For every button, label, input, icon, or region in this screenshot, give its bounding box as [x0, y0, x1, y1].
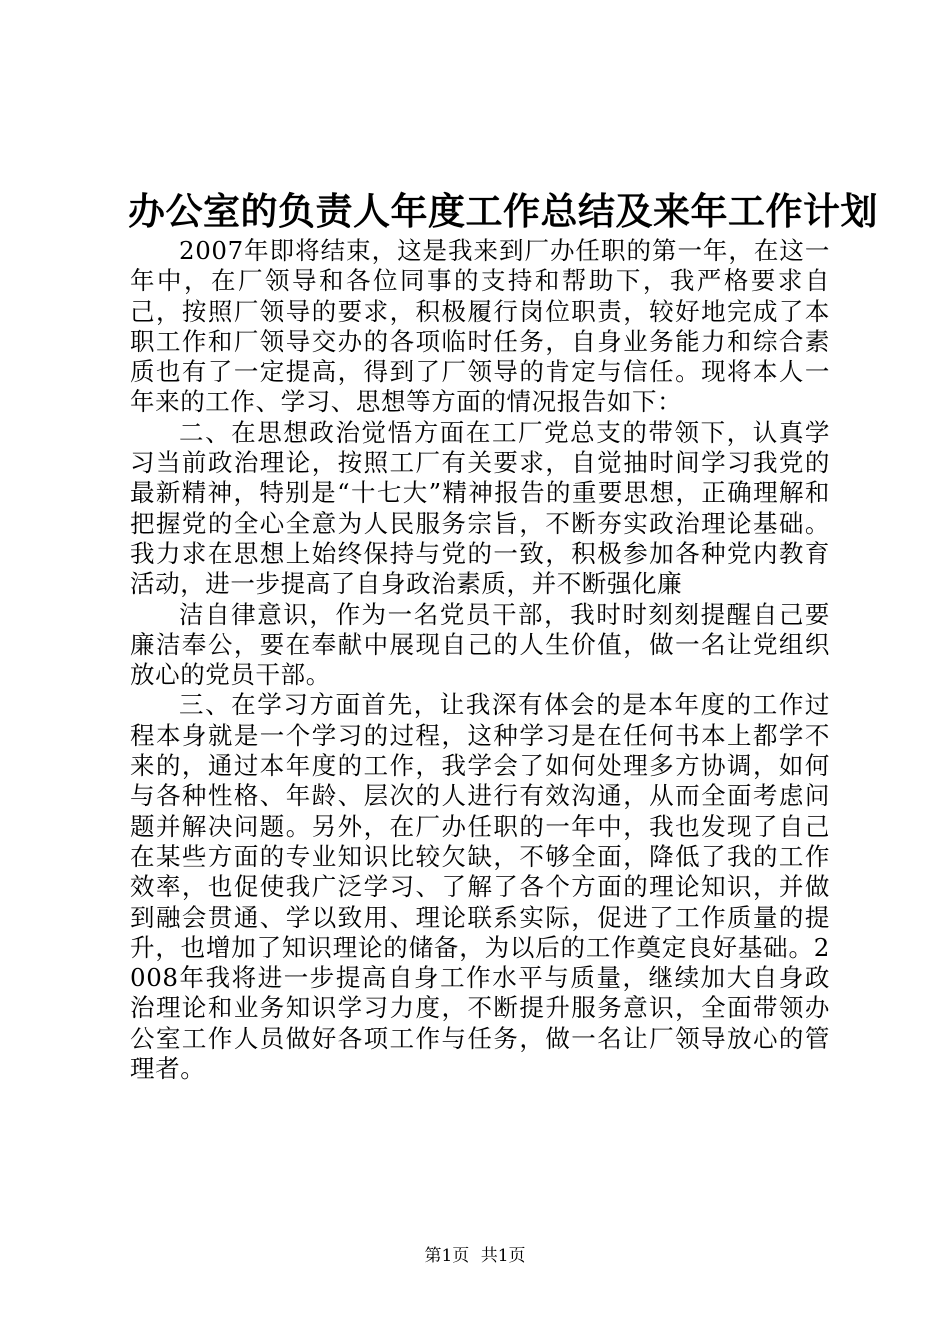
document-body [130, 236, 830, 1084]
paragraph-study: 三、在学习方面首先，让我深有体会的是本年度的工作过程本身就是一个学习的过程，这种学习是在任何书本上都学不来的，通过本年度的工作，我学会了如何处理多方协调，如何与各种性格、年龄、层次的人进行有效沟通，从而全面考虑问题并解决问题。另外，在厂办任职的一年中，我也发现了自己在某些方面的专业知识比较欠缺，不够全面，降低了我的工作效率，也促使我广泛学习、了解了各个方面的理论知识，并做到融会贯通、学以致用、理论联系实际，促进了工作质量的提升，也增加了知识理论的储备，为以后的工作奠定良好基础。2008年我将进一步提高自身工作水平与质量，继续加大自身政治理论和业务知识学习力度，不断提升服务意识，全面带领办公室工作人员做好各项工作与任务，做一名让厂领导放心的管理者。 [130, 690, 830, 1084]
paragraph-integrity: 洁自律意识，作为一名党员干部，我时时刻刻提醒自己要廉洁奉公，要在奉献中展现自己的人生价值，做一名让党组织放心的党员干部。 [130, 599, 830, 690]
page-number-current: 第1页 [424, 1246, 470, 1266]
page-footer [0, 1245, 950, 1267]
paragraph-political: 二、在思想政治觉悟方面在工厂党总支的带领下，认真学习当前政治理论，按照工厂有关要求，自觉抽时间学习我党的最新精神，特别是“十七大”精神报告的重要思想，正确理解和把握党的全心全意为人民服务宗旨，不断夯实政治理论基础。我力求在思想上始终保持与党的一致，积极参加各种党内教育活动，进一步提高了自身政治素质，并不断强化廉 [130, 417, 830, 599]
paragraph-intro: 2007年即将结束，这是我来到厂办任职的第一年，在这一年中，在厂领导和各位同事的支持和帮助下，我严格要求自己，按照厂领导的要求，积极履行岗位职责，较好地完成了本职工作和厂领导交办的各项临时任务，自身业务能力和综合素质也有了一定提高，得到了厂领导的肯定与信任。现将本人一年来的工作、学习、思想等方面的情况报告如下： [130, 236, 830, 417]
document-title: 办公室的负责人年度工作总结及来年工作计划 [128, 189, 878, 233]
page-number-total: 共1页 [480, 1246, 526, 1266]
